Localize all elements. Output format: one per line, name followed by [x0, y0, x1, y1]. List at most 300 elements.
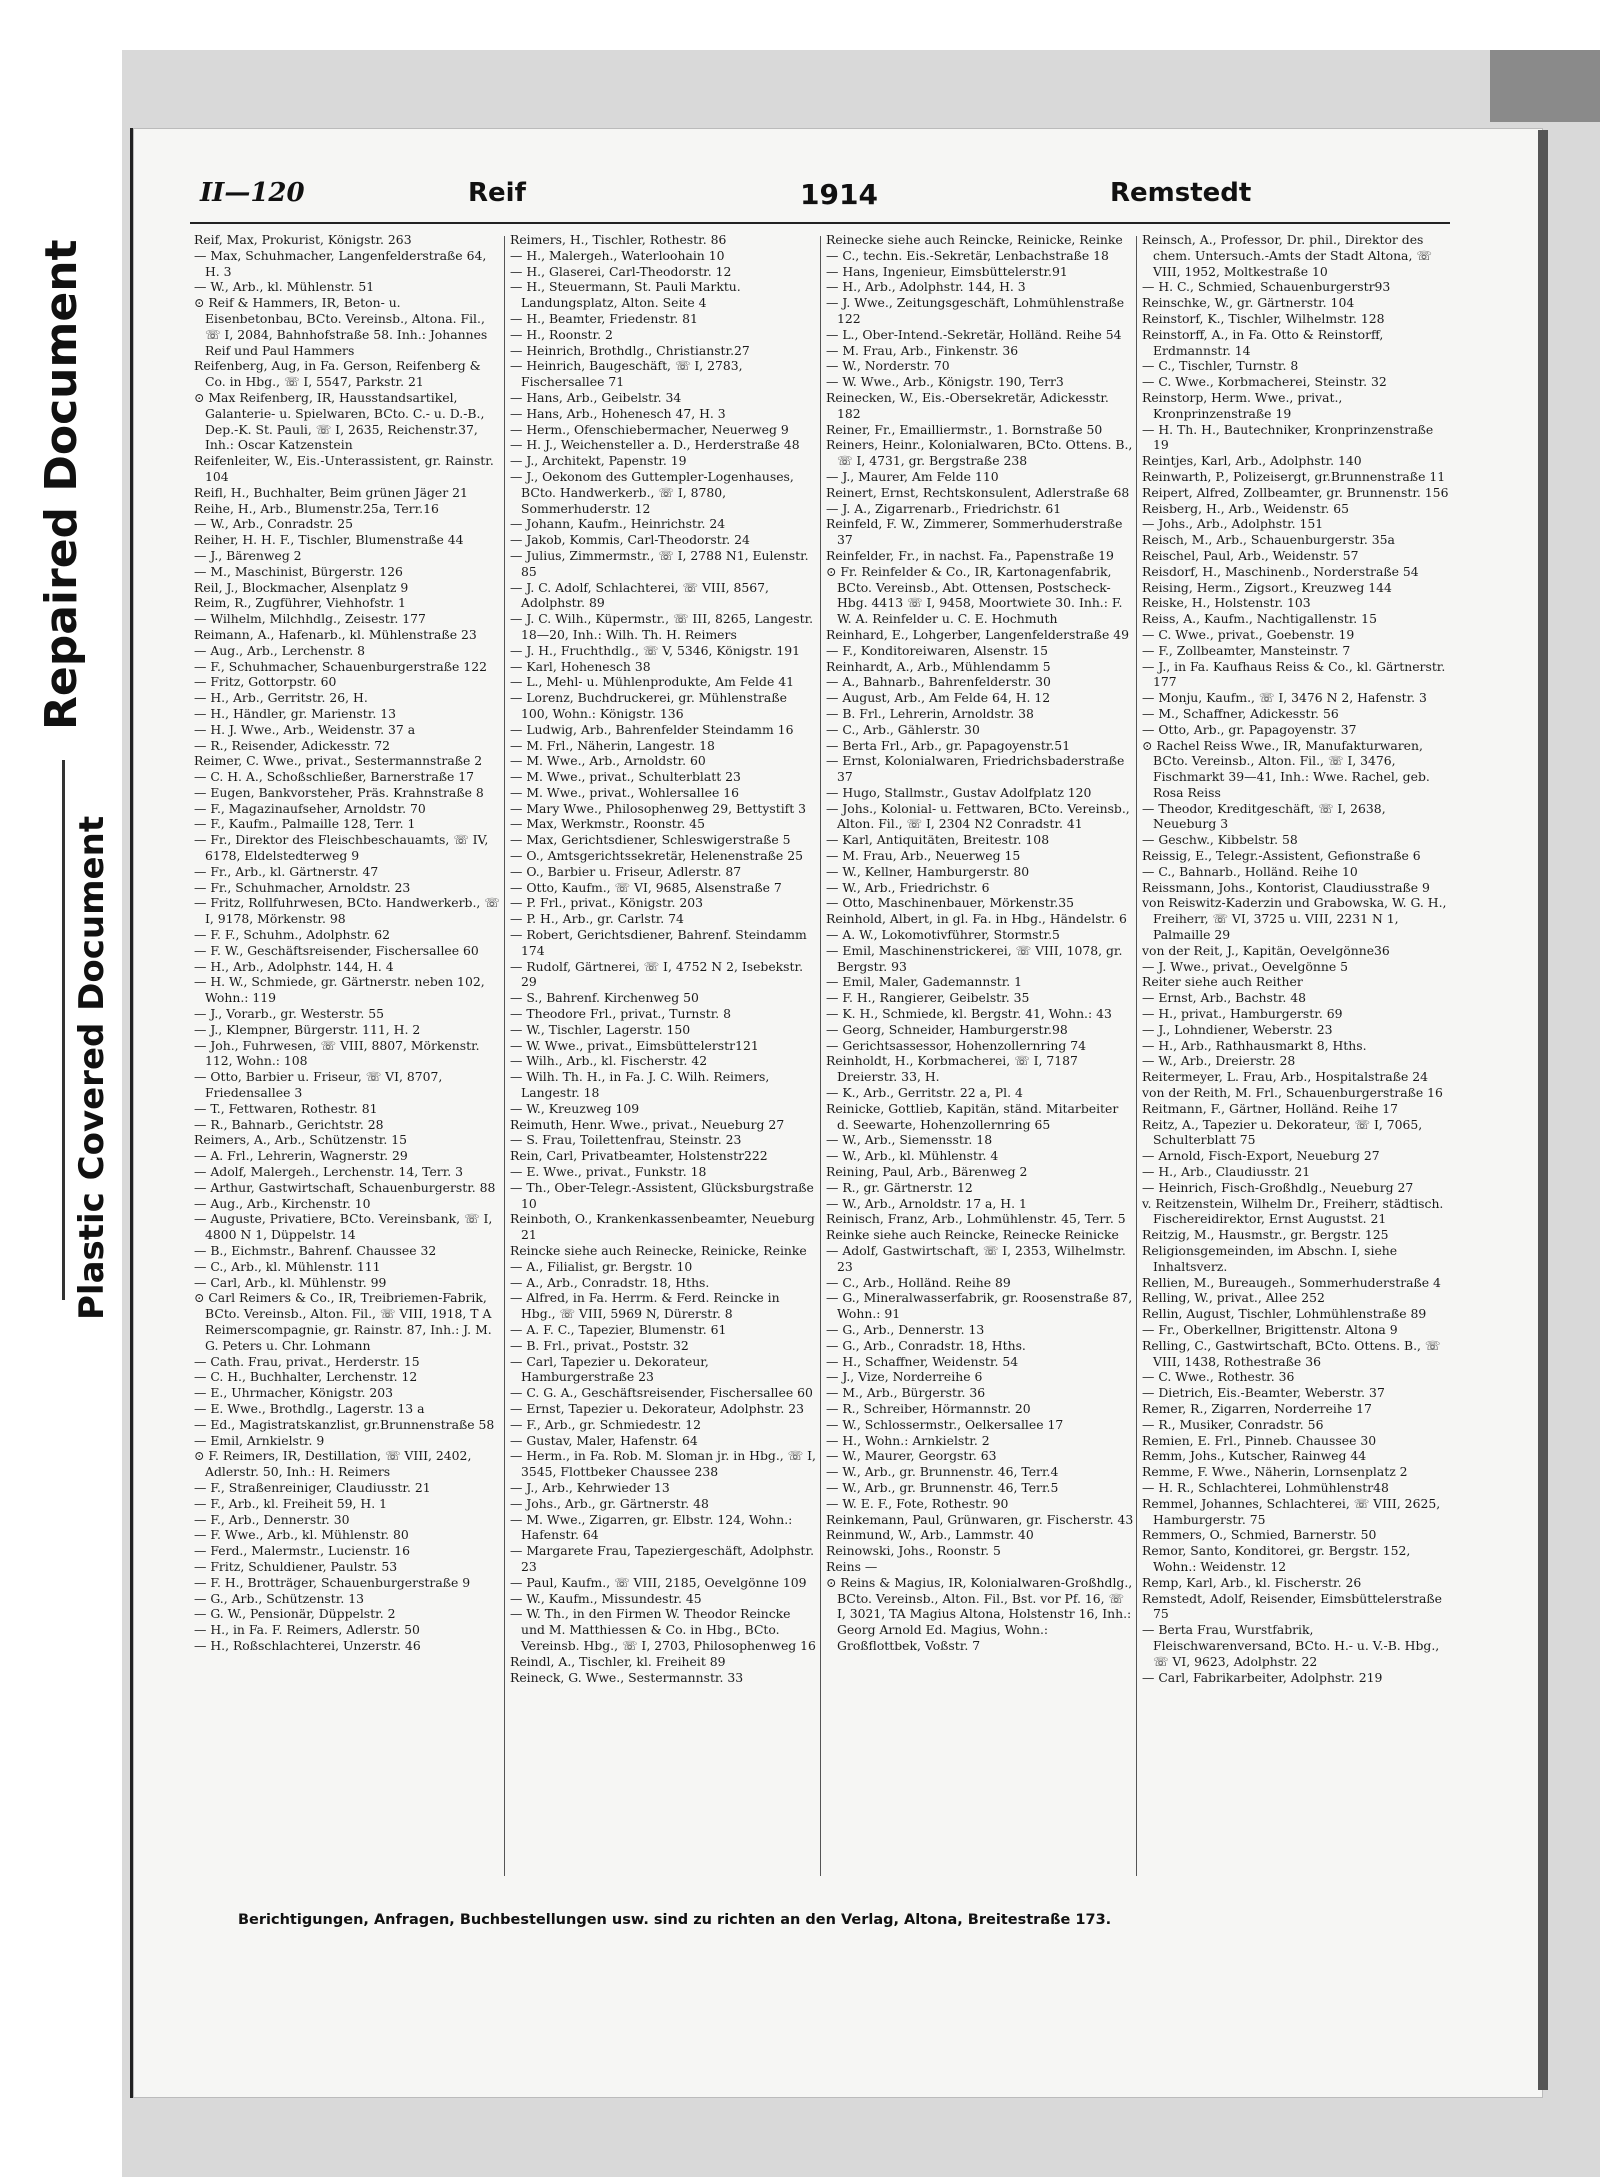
- directory-entry: — F., Arb., kl. Freiheit 59, H. 1: [194, 1495, 387, 1511]
- directory-entry: — F. H., Rangierer, Geibelstr. 35: [826, 990, 1030, 1006]
- directory-entry: — M. Frau, Arb., Neuerweg 15: [826, 848, 1021, 864]
- directory-entry: — Emil, Maler, Gademannstr. 1: [826, 974, 1023, 990]
- directory-entry: — Lorenz, Buchdruckerei, gr. Mühlenstraße 100, Wohn.: Königstr. 136: [510, 690, 787, 721]
- directory-entry: — W., Arb., gr. Brunnenstr. 46, Terr.5: [826, 1479, 1059, 1495]
- directory-entry: — R., Musiker, Conradstr. 56: [1142, 1416, 1324, 1432]
- directory-entry: Reining, Paul, Arb., Bärenweg 2: [826, 1164, 1028, 1180]
- directory-entry: — Johs., Arb., Adolphstr. 151: [1142, 516, 1324, 532]
- directory-entry: Remer, R., Zigarren, Norderreihe 17: [1142, 1400, 1372, 1416]
- directory-entry: — K., Arb., Gerritstr. 22 a, Pl. 4: [826, 1085, 1023, 1101]
- directory-entry: Reinecke siehe auch Reincke, Reinicke, Reinke: [826, 232, 1123, 247]
- directory-column-2: [510, 232, 818, 1882]
- directory-entry: — Otto, Maschinenbauer, Mörkenstr.35: [826, 895, 1074, 911]
- directory-entry: — Hans, Arb., Geibelstr. 34: [510, 389, 682, 405]
- directory-entry: Remme, F. Wwe., Näherin, Lornsenplatz 2: [1142, 1464, 1408, 1480]
- directory-entry: — Wilhelm, Milchhdlg., Zeisestr. 177: [194, 611, 426, 627]
- directory-entry: — Aug., Arb., Kirchenstr. 10: [194, 1195, 371, 1211]
- directory-entry: — Ferd., Malermstr., Lucienstr. 16: [194, 1543, 410, 1559]
- directory-entry: — A. W., Lokomotivführer, Stormstr.5: [826, 927, 1060, 943]
- directory-columns: [194, 232, 1454, 1882]
- directory-entry: Reitermeyer, L. Frau, Arb., Hospitalstraße 24: [1142, 1069, 1429, 1085]
- directory-entry: — M., Arb., Bürgerstr. 36: [826, 1385, 986, 1401]
- header-left-word: Reif: [468, 178, 526, 208]
- directory-entry: — Wilh. Th. H., in Fa. J. C. Wilh. Reimers, Langestr. 18: [510, 1069, 770, 1101]
- directory-entry: — H., Beamter, Friedenstr. 81: [510, 310, 698, 326]
- directory-entry: Reissig, E., Telegr.-Assistent, Gefionstraße 6: [1142, 848, 1421, 864]
- directory-entry: — L., Mehl- u. Mühlenprodukte, Am Felde 41: [510, 674, 794, 690]
- directory-entry: — B. Frl., privat., Poststr. 32: [510, 1337, 689, 1353]
- directory-entry: Relling, C., Gastwirtschaft, BCto. Ottens. B., ☏ VIII, 1438, Rothestraße 36: [1142, 1337, 1441, 1369]
- directory-entry: — C., Arb., Gählerstr. 30: [826, 721, 980, 737]
- directory-entry: — H., Roßschlachterei, Unzerstr. 46: [194, 1637, 421, 1653]
- directory-entry: — Fritz, Gottorpstr. 60: [194, 674, 337, 690]
- directory-entry: — F., Arb., gr. Schmiedestr. 12: [510, 1416, 702, 1432]
- directory-entry: — H., privat., Hamburgerstr. 69: [1142, 1006, 1343, 1022]
- page-header: [200, 178, 1440, 214]
- directory-entry: Reifl, H., Buchhalter, Beim grünen Jäger 21: [194, 484, 468, 500]
- directory-entry: — C. H. A., Schoßschließer, Barnerstraße 17: [194, 769, 475, 785]
- directory-entry: Reising, Herm., Zigsort., Kreuzweg 144: [1142, 579, 1392, 595]
- directory-entry: — A. F. C., Tapezier, Blumenstr. 61: [510, 1321, 727, 1337]
- directory-entry: — J., Maurer, Am Felde 110: [826, 468, 999, 484]
- directory-entry: — C., techn. Eis.-Sekretär, Lenbachstraße 18: [826, 247, 1109, 263]
- directory-entry: Reinstorp, Herm. Wwe., privat., Kronprinzenstraße 19: [1142, 389, 1343, 421]
- directory-entry: — H. J., Weichensteller a. D., Herderstraße 48: [510, 437, 800, 453]
- directory-entry: — Eugen, Bankvorsteher, Präs. Krahnstraße 8: [194, 784, 484, 800]
- directory-entry: — G. W., Pensionär, Düppelstr. 2: [194, 1606, 396, 1622]
- directory-entry: — Ludwig, Arb., Bahrenfelder Steindamm 16: [510, 721, 794, 737]
- directory-entry: — H. J. Wwe., Arb., Weidenstr. 37 a: [194, 721, 416, 737]
- directory-entry: Remm, Johs., Kutscher, Rainweg 44: [1142, 1448, 1367, 1464]
- directory-entry: — C., Arb., Holländ. Reihe 89: [826, 1274, 1011, 1290]
- directory-entry: — B. Frl., Lehrerin, Arnoldstr. 38: [826, 705, 1034, 721]
- directory-entry: Reineck, G. Wwe., Sestermannstr. 33: [510, 1669, 744, 1685]
- directory-entry: ⊙ Reins & Magius, IR, Kolonialwaren-Großhdlg., BCto. Vereinsb., Alton. Fil., Bst. vor Pf. 16, ☏ I, 3021, TA Magius Altona, Holstenstr 16, Inh.: Georg Arnold Ed. Magius, Wohn.: Großflottbek, Voßstr. 7: [826, 1574, 1133, 1653]
- directory-entry: Remstedt, Adolf, Reisender, Eimsbüttelerstraße 75: [1142, 1590, 1442, 1622]
- directory-entry: — O., Barbier u. Friseur, Adlerstr. 87: [510, 863, 742, 879]
- directory-entry: — J., Bärenweg 2: [194, 547, 302, 563]
- directory-entry: — Otto, Arb., gr. Papagoyenstr. 37: [1142, 721, 1357, 737]
- directory-entry: — W., Arb., Arnoldstr. 17 a, H. 1: [826, 1195, 1027, 1211]
- directory-entry: — E. Wwe., privat., Funkstr. 18: [510, 1164, 707, 1180]
- directory-entry: — Theodor, Kreditgeschäft, ☏ I, 2638, Neueburg 3: [1142, 800, 1386, 832]
- directory-entry: — C. Wwe., Rothestr. 36: [1142, 1369, 1295, 1385]
- directory-entry: — Gustav, Maler, Hafenstr. 64: [510, 1432, 698, 1448]
- directory-entry: Remp, Karl, Arb., kl. Fischerstr. 26: [1142, 1574, 1362, 1590]
- directory-entry: Reinisch, Franz, Arb., Lohmühlenstr. 45, Terr. 5: [826, 1211, 1126, 1227]
- directory-entry: — W., Arb., Friedrichstr. 6: [826, 879, 990, 895]
- directory-entry: — Karl, Antiquitäten, Breitestr. 108: [826, 832, 1050, 848]
- directory-entry: — C., Arb., kl. Mühlenstr. 111: [194, 1258, 381, 1274]
- page-number: II—120: [200, 178, 305, 208]
- side-banner: [0, 0, 122, 2177]
- directory-entry: — H. C., Schmied, Schauenburgerstr93: [1142, 279, 1391, 295]
- directory-entry: — Herm., Ofenschiebermacher, Neuerweg 9: [510, 421, 789, 437]
- directory-entry: Reinmund, W., Arb., Lammstr. 40: [826, 1527, 1034, 1543]
- directory-entry: — Max, Werkmstr., Roonstr. 45: [510, 816, 705, 832]
- directory-entry: — G., Arb., Dennerstr. 13: [826, 1321, 985, 1337]
- directory-entry: — W., Schlossermstr., Oelkersallee 17: [826, 1416, 1064, 1432]
- directory-entry: — F. F., Schuhm., Adolphstr. 62: [194, 927, 391, 943]
- directory-entry: Remmel, Johannes, Schlachterei, ☏ VIII, 2625, Hamburgerstr. 75: [1142, 1495, 1441, 1527]
- directory-entry: — J., Vize, Norderreihe 6: [826, 1369, 983, 1385]
- directory-entry: Reinkemann, Paul, Grünwaren, gr. Fischerstr. 43: [826, 1511, 1134, 1527]
- directory-entry: Relling, W., privat., Allee 252: [1142, 1290, 1325, 1306]
- directory-entry: Reimer, C. Wwe., privat., Sestermannstraße 2: [194, 753, 483, 769]
- directory-entry: v. Reitzenstein, Wilhelm Dr., Freiherr, städtisch. Fischereidirektor, Ernst Augustst. 21: [1142, 1195, 1444, 1227]
- directory-entry: Reins —: [826, 1558, 878, 1574]
- directory-entry: Reinhardt, A., Arb., Mühlendamm 5: [826, 658, 1051, 674]
- directory-entry: Reischel, Paul, Arb., Weidenstr. 57: [1142, 547, 1359, 563]
- directory-entry: — Fr., Arb., kl. Gärtnerstr. 47: [194, 863, 379, 879]
- directory-entry: — M., Schaffner, Adickesstr. 56: [1142, 705, 1339, 721]
- directory-entry: — P. Frl., privat., Königstr. 203: [510, 895, 704, 911]
- header-year: 1914: [800, 178, 878, 211]
- directory-entry: — W., Kreuzweg 109: [510, 1100, 640, 1116]
- directory-entry: — W. E. F., Fote, Rothestr. 90: [826, 1495, 1009, 1511]
- directory-entry: — F., Straßenreiniger, Claudiusstr. 21: [194, 1479, 431, 1495]
- directory-entry: ⊙ Fr. Reinfelder & Co., IR, Kartonagenfabrik, BCto. Vereinsb., Abt. Ottensen, Postscheck-Hbg. 4413 ☏ I, 9458, Moortwiete 30. Inh.: F. W. A. Reinfelder u. C. E. Hochmuth: [826, 563, 1123, 627]
- directory-entry: — S., Bahrenf. Kirchenweg 50: [510, 990, 699, 1006]
- directory-entry: — R., Schreiber, Hörmannstr. 20: [826, 1400, 1031, 1416]
- directory-entry: — J. A., Zigarrenarb., Friedrichstr. 61: [826, 500, 1062, 516]
- directory-entry: — F. H., Brotträger, Schauenburgerstraße 9: [194, 1574, 471, 1590]
- directory-entry: Reincke siehe auch Reinecke, Reinicke, Reinke: [510, 1243, 807, 1258]
- directory-entry: — Otto, Barbier u. Friseur, ☏ VI, 8707, Friedensallee 3: [194, 1069, 443, 1101]
- directory-entry: — C., Tischler, Turnstr. 8: [1142, 358, 1299, 374]
- directory-entry: — R., Reisender, Adickesstr. 72: [194, 737, 390, 753]
- directory-entry: ⊙ Reif & Hammers, IR, Beton- u. Eisenbetonbau, BCto. Vereinsb., Altona. Fil., ☏ I, 2084, Bahnhofstraße 58. Inh.: Johannes Reif und Paul Hammers: [194, 295, 488, 358]
- directory-entry: Reinicke, Gottlieb, Kapitän, ständ. Mitarbeiter d. Seewarte, Hohenzollernring 65: [826, 1100, 1119, 1132]
- page-footer: Berichtigungen, Anfragen, Buchbestellungen usw. sind zu richten an den Verlag, Altona, Breitestraße 173.: [238, 1912, 1112, 1928]
- directory-entry: — O., Amtsgerichtssekretär, Helenenstraße 25: [510, 848, 803, 864]
- directory-entry: — K. H., Schmiede, kl. Bergstr. 41, Wohn.: 43: [826, 1006, 1112, 1022]
- directory-entry: — Th., Ober-Telegr.-Assistent, Glücksburgstraße 10: [510, 1179, 814, 1211]
- directory-entry: — Paul, Kaufm., ☏ VIII, 2185, Oevelgönne 109: [510, 1574, 807, 1590]
- directory-entry: — W., Arb., gr. Brunnenstr. 46, Terr.4: [826, 1464, 1059, 1480]
- directory-entry: von der Reit, J., Kapitän, Oevelgönne36: [1142, 942, 1390, 958]
- directory-entry: — R., Bahnarb., Gerichtstr. 28: [194, 1116, 384, 1132]
- directory-entry: — R., gr. Gärtnerstr. 12: [826, 1179, 973, 1195]
- directory-entry: Reinsch, A., Professor, Dr. phil., Direktor des chem. Untersuch.-Amts der Stadt Altona, ☏ VIII, 1952, Moltkestraße 10: [1142, 232, 1432, 279]
- directory-entry: — M., Maschinist, Bürgerstr. 126: [194, 563, 403, 579]
- directory-entry: — H., Arb., Claudiusstr. 21: [1142, 1164, 1311, 1180]
- directory-entry: Reinhold, Albert, in gl. Fa. in Hbg., Händelstr. 6: [826, 911, 1127, 927]
- directory-entry: — Joh., Fuhrwesen, ☏ VIII, 8807, Mörkenstr. 112, Wohn.: 108: [194, 1037, 480, 1069]
- directory-entry: — Julius, Zimmermstr., ☏ I, 2788 N1, Eulenstr. 85: [510, 547, 809, 579]
- directory-entry: — C. Wwe., Korbmacherei, Steinstr. 32: [1142, 374, 1387, 390]
- directory-entry: — Margarete Frau, Tapeziergeschäft, Adolphstr. 23: [510, 1543, 815, 1574]
- directory-entry: Reihe, H., Arb., Blumenstr.25a, Terr.16: [194, 500, 439, 516]
- directory-entry: — Monju, Kaufm., ☏ I, 3476 N 2, Hafenstr. 3: [1142, 690, 1427, 706]
- directory-entry: — H., Arb., Adolphstr. 144, H. 3: [826, 279, 1026, 295]
- directory-entry: — J. Wwe., privat., Oevelgönne 5: [1142, 958, 1348, 974]
- directory-entry: — A., Filialist, gr. Bergstr. 10: [510, 1258, 693, 1274]
- directory-entry: — Geschw., Kibbelstr. 58: [1142, 832, 1298, 848]
- directory-entry: — Herm., in Fa. Rob. M. Sloman jr. in Hbg., ☏ I, 3545, Flottbeker Chaussee 238: [510, 1448, 816, 1480]
- directory-entry: — W., Arb., Dreierstr. 28: [1142, 1053, 1296, 1069]
- directory-entry: — C. H., Buchhalter, Lerchenstr. 12: [194, 1369, 418, 1385]
- directory-entry: — H., Händler, gr. Marienstr. 13: [194, 705, 396, 721]
- directory-entry: Reinwarth, P., Polizeisergt, gr.Brunnenstraße 11: [1142, 468, 1446, 484]
- directory-entry: — P. H., Arb., gr. Carlstr. 74: [510, 911, 684, 927]
- directory-entry: — Rudolf, Gärtnerei, ☏ I, 4752 N 2, Isebekstr. 29: [510, 958, 804, 990]
- directory-entry: — W. Wwe., Arb., Königstr. 190, Terr3: [826, 374, 1064, 390]
- directory-entry: — Georg, Schneider, Hamburgerstr.98: [826, 1021, 1068, 1037]
- directory-entry: Religionsgemeinden, im Abschn. I, siehe Inhaltsverz.: [1142, 1243, 1398, 1274]
- directory-entry: — Ed., Magistratskanzlist, gr.Brunnenstraße 58: [194, 1416, 495, 1432]
- header-rule: [190, 222, 1450, 224]
- directory-entry: — Fr., Schuhmacher, Arnoldstr. 23: [194, 879, 411, 895]
- directory-entry: — Arthur, Gastwirtschaft, Schauenburgerstr. 88: [194, 1179, 496, 1195]
- directory-entry: — J. Wwe., Zeitungsgeschäft, Lohmühlenstraße 122: [826, 295, 1125, 326]
- directory-entry: — C. Wwe., privat., Goebenstr. 19: [1142, 626, 1355, 642]
- directory-entry: — F. W., Geschäftsreisender, Fischersallee 60: [194, 942, 479, 958]
- directory-entry: — M. Frau, Arb., Finkenstr. 36: [826, 342, 1019, 358]
- directory-entry: — Heinrich, Fisch-Großhdlg., Neueburg 27: [1142, 1179, 1414, 1195]
- directory-entry: — Fr., Direktor des Fleischbeschauamts, ☏ IV, 6178, Eldelstedterweg 9: [194, 832, 489, 864]
- directory-entry: Reimuth, Henr. Wwe., privat., Neueburg 27: [510, 1116, 785, 1132]
- directory-entry: — W., Maurer, Georgstr. 63: [826, 1448, 997, 1464]
- directory-entry: — Johs., Arb., gr. Gärtnerstr. 48: [510, 1495, 709, 1511]
- directory-entry: — W., Arb., Siemensstr. 18: [826, 1132, 993, 1148]
- directory-entry: — Robert, Gerichtsdiener, Bahrenf. Steindamm 174: [510, 927, 807, 958]
- directory-entry: — H. W., Schmiede, gr. Gärtnerstr. neben 102, Wohn.: 119: [194, 974, 485, 1006]
- directory-entry: — Fr., Oberkellner, Brigittenstr. Altona 9: [1142, 1321, 1398, 1337]
- directory-entry: — F., Magazinaufseher, Arnoldstr. 70: [194, 800, 426, 816]
- directory-entry: — F., Konditoreiwaren, Alsenstr. 15: [826, 642, 1048, 658]
- directory-entry: — Cath. Frau, privat., Herderstr. 15: [194, 1353, 420, 1369]
- directory-entry: Reitmann, F., Gärtner, Holländ. Reihe 17: [1142, 1100, 1399, 1116]
- directory-entry: — M. Wwe., Zigarren, gr. Elbstr. 124, Wohn.: Hafenstr. 64: [510, 1511, 793, 1543]
- directory-entry: Reisch, M., Arb., Schauenburgerstr. 35a: [1142, 532, 1395, 548]
- directory-entry: — M. Wwe., privat., Wohlersallee 16: [510, 784, 739, 800]
- directory-entry: — W., Norderstr. 70: [826, 358, 950, 374]
- directory-entry: — Ernst, Arb., Bachstr. 48: [1142, 990, 1307, 1006]
- directory-entry: — J., Vorarb., gr. Westerstr. 55: [194, 1006, 384, 1022]
- directory-entry: — W., Tischler, Lagerstr. 150: [510, 1021, 691, 1037]
- directory-entry: — F., Schuhmacher, Schauenburgerstraße 122: [194, 658, 487, 674]
- directory-entry: Reindl, A., Tischler, kl. Freiheit 89: [510, 1653, 726, 1669]
- directory-entry: Reiner, Fr., Emailliermstr., 1. Bornstraße 50: [826, 421, 1103, 437]
- directory-column-3: [826, 232, 1134, 1882]
- directory-entry: — T., Fettwaren, Rothestr. 81: [194, 1100, 378, 1116]
- directory-entry: — Jakob, Kommis, Carl-Theodorstr. 24: [510, 532, 750, 548]
- scan-corner: [1490, 50, 1600, 122]
- directory-entry: — Adolf, Gastwirtschaft, ☏ I, 2353, Wilhelmstr. 23: [826, 1243, 1126, 1274]
- directory-entry: — B., Eichmstr., Bahrenf. Chaussee 32: [194, 1243, 437, 1258]
- directory-entry: — Karl, Hohenesch 38: [510, 658, 651, 674]
- directory-entry: von der Reith, M. Frl., Schauenburgerstraße 16: [1142, 1085, 1443, 1101]
- directory-entry: — G., Arb., Schützenstr. 13: [194, 1590, 364, 1606]
- directory-entry: Reif, Max, Prokurist, Königstr. 263: [194, 232, 412, 247]
- directory-entry: Rellien, M., Bureaugeh., Sommerhuderstraße 4: [1142, 1274, 1441, 1290]
- directory-entry: — Otto, Kaufm., ☏ VI, 9685, Alsenstraße 7: [510, 879, 782, 895]
- directory-entry: — J., in Fa. Kaufhaus Reiss & Co., kl. Gärtnerstr. 177: [1142, 658, 1446, 690]
- directory-entry: — H., Wohn.: Arnkielstr. 2: [826, 1432, 990, 1448]
- header-right-word: Remstedt: [1110, 178, 1252, 208]
- directory-entry: — H., Glaserei, Carl-Theodorstr. 12: [510, 263, 732, 279]
- directory-entry: — W., Kaufm., Missundestr. 45: [510, 1590, 702, 1606]
- directory-entry: — H., Arb., Adolphstr. 144, H. 4: [194, 958, 394, 974]
- directory-entry: — Heinrich, Brothdlg., Christianstr.27: [510, 342, 750, 358]
- directory-entry: Reinowski, Johs., Roonstr. 5: [826, 1543, 1001, 1559]
- directory-entry: — W. Wwe., privat., Eimsbüttelerstr121: [510, 1037, 759, 1053]
- directory-entry: ⊙ Max Reifenberg, IR, Hausstandsartikel, Galanterie- u. Spielwaren, BCto. C.- u. D.-B., Dep.-K. St. Pauli, ☏ I, 2635, Reichenstr.37, Inh.: Oscar Katzenstein: [194, 389, 485, 453]
- directory-entry: — Johann, Kaufm., Heinrichstr. 24: [510, 516, 726, 532]
- directory-entry: ⊙ Carl Reimers & Co., IR, Treibriemen-Fabrik, BCto. Vereinsb., Alton. Fil., ☏ VIII, 1918, T A Reimerscompagnie, gr. Rainstr. 87, Inh.: J. M. G. Peters u. Chr. Lohmann: [194, 1290, 492, 1353]
- directory-entry: — Aug., Arb., Lerchenstr. 8: [194, 642, 365, 658]
- directory-entry: Reiss, A., Kaufm., Nachtigallenstr. 15: [1142, 611, 1377, 627]
- directory-entry: — H., Malergeh., Waterloohain 10: [510, 247, 725, 263]
- directory-entry: — Johs., Kolonial- u. Fettwaren, BCto. Vereinsb., Alton. Fil., ☏ I, 2304 N2 Conradstr. 41: [826, 800, 1130, 832]
- directory-entry: — M. Wwe., privat., Schulterblatt 23: [510, 769, 741, 785]
- directory-entry: — J., Architekt, Papenstr. 19: [510, 453, 687, 469]
- directory-entry: — F. Wwe., Arb., kl. Mühlenstr. 80: [194, 1527, 409, 1543]
- directory-entry: Reintjes, Karl, Arb., Adolphstr. 140: [1142, 453, 1362, 469]
- directory-entry: ⊙ F. Reimers, IR, Destillation, ☏ VIII, 2402, Adlerstr. 50, Inh.: H. Reimers: [194, 1448, 472, 1480]
- directory-entry: — Emil, Maschinenstrickerei, ☏ VIII, 1078, gr. Bergstr. 93: [826, 942, 1123, 974]
- directory-entry: Reiher, H. H. F., Tischler, Blumenstraße 44: [194, 532, 464, 548]
- directory-entry: Reinecken, W., Eis.-Obersekretär, Adickesstr. 182: [826, 389, 1109, 421]
- banner-divider: [62, 760, 65, 1300]
- directory-entry: Reinhard, E., Lohgerber, Langenfelderstraße 49: [826, 626, 1129, 642]
- directory-entry: Reinstorf, K., Tischler, Wilhelmstr. 128: [1142, 310, 1385, 326]
- directory-entry: — H. Th. H., Bautechniker, Kronprinzenstraße 19: [1142, 421, 1434, 453]
- plastic-covered-label: Plastic Covered Document: [72, 815, 112, 1320]
- directory-entry: — G., Mineralwasserfabrik, gr. Roosenstraße 87, Wohn.: 91: [826, 1290, 1133, 1322]
- directory-entry: Reisdorf, H., Maschinenb., Norderstraße 54: [1142, 563, 1419, 579]
- directory-entry: — F., Kaufm., Palmaille 128, Terr. 1: [194, 816, 416, 832]
- directory-entry: — Ernst, Kolonialwaren, Friedrichsbaderstraße 37: [826, 753, 1125, 785]
- directory-entry: — A., Arb., Conradstr. 18, Hths.: [510, 1274, 710, 1290]
- directory-entry: — Fritz, Schuldiener, Paulstr. 53: [194, 1558, 398, 1574]
- directory-entry: — W. Th., in den Firmen W. Theodor Reincke und M. Matthiessen & Co. in Hbg., BCto. Vereinsb. Hbg., ☏ I, 2703, Philosophenweg 16: [510, 1606, 816, 1653]
- directory-entry: — F., Arb., Dennerstr. 30: [194, 1511, 350, 1527]
- directory-entry: — Berta Frl., Arb., gr. Papagoyenstr.51: [826, 737, 1071, 753]
- directory-entry: — J., Oekonom des Guttempler-Logenhauses, BCto. Handwerkerb., ☏ I, 8780, Sommerhuderstr. 12: [510, 468, 794, 516]
- directory-entry: Remien, E. Frl., Pinneb. Chaussee 30: [1142, 1432, 1377, 1448]
- directory-entry: Reinboth, O., Krankenkassenbeamter, Neueburg 21: [510, 1211, 815, 1243]
- directory-entry: — W., Arb., kl. Mühlenstr. 4: [826, 1148, 999, 1164]
- directory-entry: — H., Schaffner, Weidenstr. 54: [826, 1353, 1019, 1369]
- directory-entry: — G., Arb., Conradstr. 18, Hths.: [826, 1337, 1026, 1353]
- directory-column-4: [1142, 232, 1450, 1882]
- directory-entry: Reissmann, Johs., Kontorist, Claudiusstraße 9: [1142, 879, 1430, 895]
- directory-entry: Reinschke, W., gr. Gärtnerstr. 104: [1142, 295, 1355, 311]
- directory-column-1: [194, 232, 502, 1882]
- directory-entry: — F., Zollbeamter, Mansteinstr. 7: [1142, 642, 1351, 658]
- directory-entry: — M. Frl., Näherin, Langestr. 18: [510, 737, 715, 753]
- directory-entry: Reimers, A., Arb., Schützenstr. 15: [194, 1132, 407, 1148]
- directory-entry: — J. H., Fruchthdlg., ☏ V, 5346, Königstr. 191: [510, 642, 801, 658]
- directory-entry: — Heinrich, Baugeschäft, ☏ I, 2783, Fischersallee 71: [510, 358, 743, 390]
- directory-entry: Reinke siehe auch Reincke, Reinecke Reinicke: [826, 1227, 1119, 1243]
- directory-entry: Reifenberg, Aug, in Fa. Gerson, Reifenberg & Co. in Hbg., ☏ I, 5547, Parkstr. 21: [194, 358, 481, 390]
- directory-entry: ⊙ Rachel Reiss Wwe., IR, Manufakturwaren, BCto. Vereinsb., Alton. Fil., ☏ I, 3476, Fischmarkt 39—41, Inh.: Wwe. Rachel, geb. Rosa Reiss: [1142, 737, 1430, 800]
- directory-entry: Remor, Santo, Konditorei, gr. Bergstr. 152, Wohn.: Weidenstr. 12: [1142, 1543, 1411, 1574]
- directory-entry: — J., Klempner, Bürgerstr. 111, H. 2: [194, 1021, 421, 1037]
- directory-entry: — W., Kellner, Hamburgerstr. 80: [826, 863, 1030, 879]
- directory-entry: — August, Arb., Am Felde 64, H. 12: [826, 690, 1051, 706]
- directory-entry: — J., Arb., Kehrwieder 13: [510, 1479, 670, 1495]
- directory-entry: — H. R., Schlachterei, Lohmühlenstr48: [1142, 1479, 1389, 1495]
- directory-entry: Rein, Carl, Privatbeamter, Holstenstr222: [510, 1148, 768, 1164]
- directory-entry: — Hugo, Stallmstr., Gustav Adolfplatz 120: [826, 784, 1092, 800]
- directory-entry: — Carl, Fabrikarbeiter, Adolphstr. 219: [1142, 1669, 1383, 1685]
- directory-entry: Reimann, A., Hafenarb., kl. Mühlenstraße 23: [194, 626, 477, 642]
- directory-entry: — W., Arb., kl. Mühlenstr. 51: [194, 279, 375, 295]
- directory-entry: — Fritz, Rollfuhrwesen, BCto. Handwerkerb., ☏ I, 9178, Mörkenstr. 98: [194, 895, 500, 927]
- directory-entry: — Auguste, Privatiere, BCto. Vereinsbank, ☏ I, 4800 N 1, Düppelstr. 14: [194, 1211, 493, 1243]
- directory-entry: — J., Lohndiener, Weberstr. 23: [1142, 1021, 1333, 1037]
- directory-entry: — Mary Wwe., Philosophenweg 29, Bettystift 3: [510, 800, 807, 816]
- directory-entry: — Carl, Tapezier u. Dekorateur, Hamburgerstraße 23: [510, 1353, 709, 1385]
- directory-entry: — H., Arb., Gerritstr. 26, H.: [194, 690, 368, 706]
- directory-entry: Reiske, H., Holstenstr. 103: [1142, 595, 1311, 611]
- directory-entry: Reisberg, H., Arb., Weidenstr. 65: [1142, 500, 1350, 516]
- directory-entry: — A., Bahnarb., Bahrenfelderstr. 30: [826, 674, 1051, 690]
- directory-entry: Reinfeld, F. W., Zimmerer, Sommerhuderstraße 37: [826, 516, 1123, 548]
- directory-entry: Reipert, Alfred, Zollbeamter, gr. Brunnenstr. 156: [1142, 484, 1449, 500]
- directory-entry: — Hans, Arb., Hohenesch 47, H. 3: [510, 405, 726, 421]
- directory-entry: Reim, R., Zugführer, Viehhofstr. 1: [194, 595, 406, 611]
- directory-entry: — H., in Fa. F. Reimers, Adlerstr. 50: [194, 1622, 420, 1638]
- directory-entry: Reinholdt, H., Korbmacherei, ☏ I, 7187 Dreierstr. 33, H.: [826, 1053, 1078, 1085]
- directory-entry: — C. G. A., Geschäftsreisender, Fischersallee 60: [510, 1385, 813, 1401]
- directory-entry: — Max, Schuhmacher, Langenfelderstraße 64, H. 3: [194, 247, 487, 279]
- directory-entry: — Arnold, Fisch-Export, Neueburg 27: [1142, 1148, 1380, 1164]
- directory-entry: Reinfelder, Fr., in nachst. Fa., Papenstraße 19: [826, 547, 1114, 563]
- directory-entry: — Theodore Frl., privat., Turnstr. 8: [510, 1006, 732, 1022]
- directory-entry: — Hans, Ingenieur, Eimsbüttelerstr.91: [826, 263, 1068, 279]
- directory-entry: — E. Wwe., Brothdlg., Lagerstr. 13 a: [194, 1400, 425, 1416]
- directory-entry: Reitz, A., Tapezier u. Dekorateur, ☏ I, 7065, Schulterblatt 75: [1142, 1116, 1423, 1148]
- directory-entry: — H., Arb., Rathhausmarkt 8, Hths.: [1142, 1037, 1367, 1053]
- directory-entry: — Gerichtsassessor, Hohenzollernring 74: [826, 1037, 1086, 1053]
- directory-entry: Remmers, O., Schmied, Barnerstr. 50: [1142, 1527, 1377, 1543]
- directory-entry: — A. Frl., Lehrerin, Wagnerstr. 29: [194, 1148, 408, 1164]
- directory-entry: von Reiswitz-Kaderzin und Grabowska, W. G. H., Freiherr, ☏ VI, 3725 u. VIII, 2231 N 1, Palmaille 29: [1142, 895, 1447, 943]
- directory-entry: — Dietrich, Eis.-Beamter, Weberstr. 37: [1142, 1385, 1385, 1401]
- directory-entry: — Emil, Arnkielstr. 9: [194, 1432, 325, 1448]
- directory-entry: Reimers, H., Tischler, Rothestr. 86: [510, 232, 727, 247]
- directory-entry: Reifenleiter, W., Eis.-Unterassistent, gr. Rainstr. 104: [194, 453, 494, 484]
- directory-entry: — W., Arb., Conradstr. 25: [194, 516, 354, 532]
- directory-entry: — Alfred, in Fa. Herrm. & Ferd. Reincke in Hbg., ☏ VIII, 5969 N, Dürerstr. 8: [510, 1290, 780, 1322]
- directory-entry: — M. Wwe., Arb., Arnoldstr. 60: [510, 753, 706, 769]
- directory-entry: — Max, Gerichtsdiener, Schleswigerstraße 5: [510, 832, 791, 848]
- directory-entry: — Wilh., Arb., kl. Fischerstr. 42: [510, 1053, 708, 1069]
- directory-entry: Reinstorff, A., in Fa. Otto & Reinstorff, Erdmannstr. 14: [1142, 326, 1384, 358]
- directory-entry: — J. C. Adolf, Schlachterei, ☏ VIII, 8567, Adolphstr. 89: [510, 579, 769, 611]
- directory-entry: Reiter siehe auch Reither: [1142, 974, 1303, 990]
- directory-entry: — S. Frau, Toilettenfrau, Steinstr. 23: [510, 1132, 742, 1148]
- directory-entry: Reil, J., Blockmacher, Alsenplatz 9: [194, 579, 409, 595]
- directory-entry: Reiners, Heinr., Kolonialwaren, BCto. Ottens. B., ☏ I, 4731, gr. Bergstraße 238: [826, 437, 1133, 469]
- directory-entry: — Carl, Arb., kl. Mühlenstr. 99: [194, 1274, 387, 1290]
- directory-entry: — H., Roonstr. 2: [510, 326, 613, 342]
- directory-entry: — E., Uhrmacher, Königstr. 203: [194, 1385, 394, 1401]
- directory-entry: Rellin, August, Tischler, Lohmühlenstraße 89: [1142, 1306, 1427, 1322]
- directory-entry: — L., Ober-Intend.-Sekretär, Holländ. Reihe 54: [826, 326, 1122, 342]
- directory-entry: — J. C. Wilh., Küpermstr., ☏ III, 8265, Langestr. 18—20, Inh.: Wilh. Th. H. Reimers: [510, 611, 814, 642]
- directory-entry: Reinert, Ernst, Rechtskonsulent, Adlerstraße 68: [826, 484, 1130, 500]
- directory-entry: — C., Bahnarb., Holländ. Reihe 10: [1142, 863, 1358, 879]
- directory-entry: Reitzig, M., Hausmstr., gr. Bergstr. 125: [1142, 1227, 1389, 1243]
- directory-entry: — H., Steuermann, St. Pauli Marktu. Landungsplatz, Alton. Seite 4: [510, 279, 741, 311]
- directory-entry: — Berta Frau, Wurstfabrik, Fleischwarenversand, BCto. H.- u. V.-B. Hbg., ☏ VI, 9623, Adolphstr. 22: [1142, 1622, 1440, 1669]
